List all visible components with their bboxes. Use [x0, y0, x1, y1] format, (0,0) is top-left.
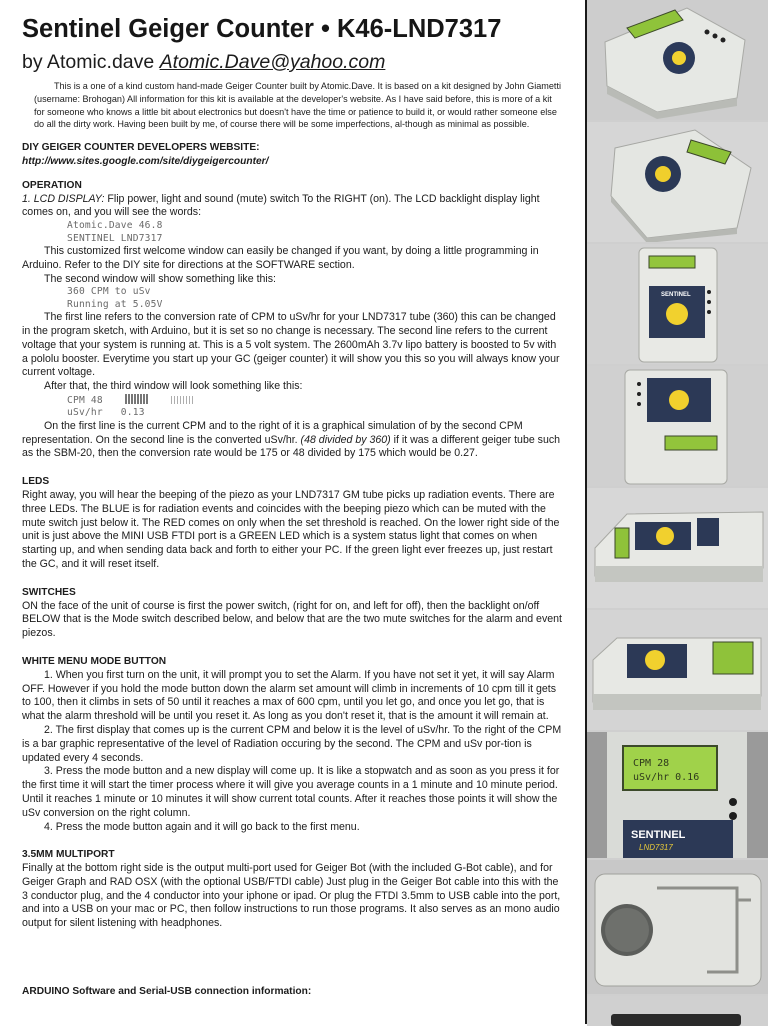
- menu-heading: WHITE MENU MODE BUTTON: [22, 655, 167, 667]
- menu-step: 3. Press the mode button and a new display will come up. It is like a stopwatch and as soon as you press it for the first time it will start the timer process where it will give you average counts in a 1 minute and 10 minute period. Until it reaches 1 minute or 10 minutes it will show current total counts. After it reaches those points it will show the uSv conversion on the right column.: [22, 765, 560, 819]
- menu-step: 4. Press the mode button again and it will go back to the first menu.: [44, 820, 360, 833]
- menu-step: 1. When you first turn on the unit, it will prompt you to set the Alarm. If you have not set it yet, it will say Alarm OFF. However if you hold the mode button down the alarm set amount will climb in increments of 10 cpm till it gets to 100, then it climbs in sets of 50 until it reaches a max of 600 cpm, until you let go, and once you let go, that is what the alarm threshold will be until you reset it. As long as you don't reset it, that is the amount it will remain at.: [22, 668, 557, 723]
- photo-device-bottom: [587, 994, 768, 1026]
- website-url-link[interactable]: http://www.sites.google.com/site/diygeigercounter/: [22, 155, 269, 167]
- leds-paragraph: Right away, you will hear the beeping of the piezo as your LND7317 GM tube picks up radiation events. There are three LEDs. The BLUE is for radiation events and coincides with the beeping piezo which can be muted with the mute switch just below it. The RED comes on only when the set threshold is reached. On the lower right side of the unit is just above the MINI USB FTDI port is a GREEN LED which is a system status light that comes on when starting up, and when sending data back and forth to either your PC. If the green light ever freezes up, just restart the GC, and it will reset itself.: [22, 488, 560, 570]
- photo-device-angle-2: [587, 120, 768, 244]
- operation-paragraph: After that, the third window will look something like this:: [44, 380, 303, 393]
- photo-device-angle-1: [587, 0, 768, 120]
- photo-lcd-closeup: [587, 730, 768, 860]
- lcd-line: 360 CPM to uSv: [67, 286, 151, 298]
- lcd-screen-conversion: [67, 286, 564, 311]
- operation-paragraph: On the first line is the current CPM and to the right of it is a graphical simulation of by the second CPM representation. On the second line is the converted uSv/hr. (48 divided by 360) if it was a different geiger tube such as the SBM-20, then the conversion rate would be 175 or 48 divided by 175 which would be 0.27.: [22, 419, 561, 460]
- document-body: [22, 80, 564, 999]
- lcd-line: Running at 5.05V: [67, 298, 163, 310]
- lcd-line: SENTINEL LND7317: [67, 232, 163, 244]
- lcd-readout-line: CPM 28: [633, 758, 670, 769]
- cpm-bar-graphic: [171, 396, 195, 404]
- switches-paragraph: ON the face of the unit of course is first the power switch, (right for on, and left for off), then the backlight on/off BELOW that is the Mode switch described below, and below that are the two mute switches for the alarm and event piezos.: [22, 599, 562, 640]
- operation-heading: OPERATION: [22, 179, 82, 191]
- lcd-display-paragraph: [22, 193, 564, 221]
- document-column: [22, 0, 564, 1024]
- model-label: LND7317: [639, 843, 673, 852]
- arduino-heading: ARDUINO Software and Serial-USB connection information:: [22, 986, 312, 998]
- cpm-bar-graphic: [125, 394, 149, 404]
- menu-step: 2. The first display that comes up is the current CPM and below it is the level of uSv/hr. To the right of the CPM is a bar graphic representative of the level of Radiation occuring by the second. The CPM and uSv por-tion is updated every 4 seconds.: [22, 723, 562, 764]
- lcd-line: CPM 48: [67, 394, 103, 406]
- photo-strip: [587, 0, 768, 1024]
- multiport-paragraph: Finally at the bottom right side is the output multi-port used for Geiger Bot (with the included G-Bot cable), and for Geiger Graph and RAD OSX (with the optional USB/FTDI cable) Just plug in the Geiger Bot cable into this with the 3 conductor plug, and the 4 conductor into your iphone or ipad. Or plug the FTDI 3.5mm to USB cable into the port, and into a USB on your mac or PC, then follow instructions to run those programs. It also serves as an mono audio output for silent listening with headphones.: [22, 862, 561, 930]
- photo-device-rotated: [587, 364, 768, 488]
- photo-device-side: [587, 486, 768, 610]
- lcd-display-label: 1. LCD DISPLAY:: [22, 192, 105, 205]
- brand-label: SENTINEL: [631, 829, 686, 841]
- operation-paragraph: This customized first welcome window can easily be changed if you want, by doing a little programming in Arduino. Refer to the DIY site for directions at the SOFTWARE section.: [22, 244, 539, 271]
- lcd-display-text: Flip power, light and sound (mute) switch To the RIGHT (on). The LCD backlight display light comes on, and you will see the words:: [22, 192, 540, 219]
- brand-label: SENTINEL: [661, 292, 691, 298]
- operation-paragraph: The second window will show something like this:: [44, 272, 276, 285]
- photo-device-side-2: [587, 608, 768, 732]
- photo-device-front: [587, 242, 768, 366]
- lcd-line: uSv/hr 0.13: [67, 407, 145, 419]
- photo-device-back: [587, 858, 768, 996]
- leds-heading: LEDS: [22, 476, 50, 488]
- lcd-screen-readout: [67, 394, 564, 420]
- byline: [22, 51, 385, 74]
- operation-paragraph: The first line refers to the conversion rate of CPM to uSv/hr for your LND7317 tube (360) this can be changed in the program sketch, with Arduino, but it is set so no change is necessary. The second line refers to the current voltage that your system is running at. This is a 5 volt system. The 2600mAh 3.7v lipo battery is boosted to 5v with a pololu booster. Everytime you start up your GC (geiger counter) it will show you this so you will always know your current voltage.: [22, 311, 560, 379]
- website-heading: DIY GEIGER COUNTER DEVELOPERS WEBSITE:: [22, 142, 260, 154]
- switches-heading: SWITCHES: [22, 586, 76, 598]
- lcd-line: Atomic.Dave 46.8: [67, 220, 163, 232]
- author-email-link[interactable]: Atomic.Dave@yahoo.com: [159, 51, 386, 73]
- multiport-heading: 3.5MM MULTIPORT: [22, 849, 115, 861]
- intro-paragraph: This is a one of a kind custom hand-made Geiger Counter built by Atomic.Dave. It is based on a kit designed by John Giametti (username: Brohogan) All information for this kit is available at the developer's website. As I have said before, this is more of a kit for someone who knows a little bit about electronics but doesn't have the time or patience to build it, or would rather someone else do all the dirty work. Having been built by me, of course there will be some imperfections, al-though as minimal as possible.: [34, 81, 561, 130]
- page-title: Sentinel Geiger Counter • K46-LND7317: [22, 15, 502, 43]
- lcd-screen-welcome: [67, 220, 564, 245]
- byline-author: by Atomic.dave: [22, 51, 155, 73]
- lcd-readout-line: uSv/hr 0.16: [633, 772, 700, 783]
